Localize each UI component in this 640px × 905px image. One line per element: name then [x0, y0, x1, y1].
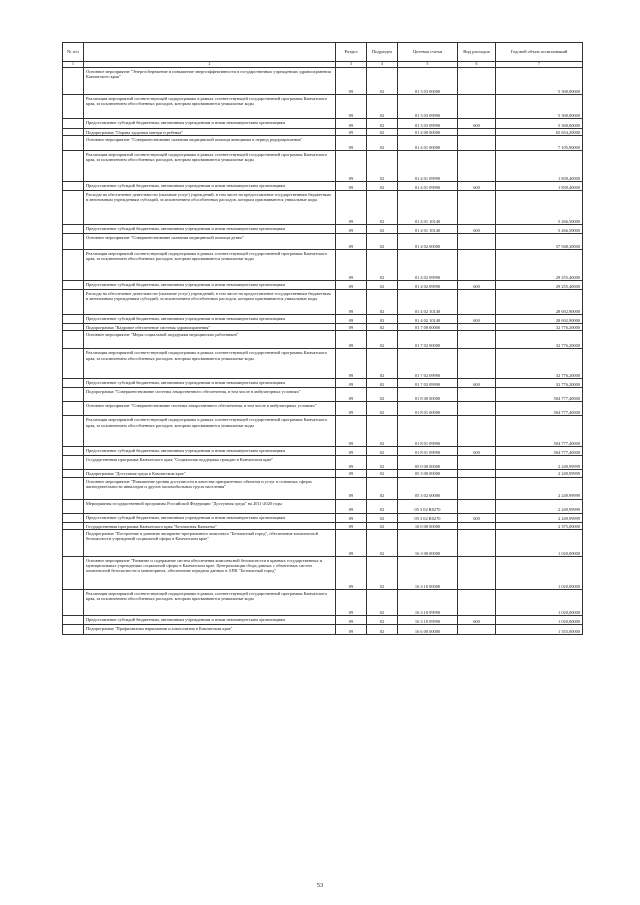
- row-amount-cell: 2 375,00000: [496, 522, 583, 529]
- row-target-cell: 01 4 02 10140: [398, 315, 458, 324]
- row-subsection-cell: 02: [367, 191, 398, 225]
- row-target-cell: 16 3 10 09990: [398, 615, 458, 624]
- row-target-cell: 01 7 02 00000: [398, 331, 458, 349]
- row-num-cell: [63, 349, 84, 379]
- row-expense-type-cell: [458, 470, 496, 477]
- row-subsection-cell: 02: [367, 119, 398, 129]
- row-section-cell: 09: [336, 250, 367, 281]
- row-subsection-cell: 02: [367, 315, 398, 324]
- row-target-cell: 16 0 00 00000: [398, 522, 458, 529]
- row-amount-cell: 65 654,20000: [496, 129, 583, 136]
- row-section-cell: 09: [336, 477, 367, 499]
- table-row: [63, 151, 583, 182]
- row-num-cell: [63, 447, 84, 456]
- table-row: [63, 129, 583, 136]
- header-expense-type: Вид расходов: [458, 43, 496, 62]
- row-subsection-cell: 02: [367, 589, 398, 615]
- row-amount-cell: 1 839,40000: [496, 182, 583, 191]
- table-row: [63, 589, 583, 615]
- row-section-cell: 09: [336, 68, 367, 95]
- table-row: [63, 349, 583, 379]
- row-expense-type-cell: [458, 324, 496, 331]
- row-expense-type-cell: [458, 68, 496, 95]
- row-name-cell: Предоставление субсидий бюджетным, автономным учреждениям и иным некоммерческим организациям: [84, 119, 336, 129]
- row-amount-cell: 29 255,40000: [496, 250, 583, 281]
- table-row: [63, 470, 583, 477]
- row-target-cell: 01 8 00 00000: [398, 388, 458, 402]
- row-amount-cell: 32 776,20000: [496, 331, 583, 349]
- row-expense-type-cell: [458, 290, 496, 315]
- row-subsection-cell: 02: [367, 388, 398, 402]
- row-name-cell: Реализация мероприятий соответствующей подпрограммы в рамках соответствующей государственной программы Камчатского края, за исключением обособленных расходов, которым присваиваются уникальные коды: [84, 349, 336, 379]
- table-row: [63, 331, 583, 349]
- table-row: [63, 234, 583, 250]
- row-amount-cell: 504 777,40000: [496, 402, 583, 416]
- row-expense-type-cell: 600: [458, 379, 496, 388]
- row-amount-cell: 2 249,99999: [496, 499, 583, 513]
- row-target-cell: 01 8 01 09990: [398, 416, 458, 447]
- table-row: [63, 477, 583, 499]
- row-section-cell: 09: [336, 589, 367, 615]
- row-target-cell: 01 4 01 09990: [398, 182, 458, 191]
- row-amount-cell: 32 776,20000: [496, 379, 583, 388]
- row-section-cell: 09: [336, 522, 367, 529]
- row-subsection-cell: 02: [367, 447, 398, 456]
- row-amount-cell: 1 020,00000: [496, 556, 583, 589]
- table-row: [63, 191, 583, 225]
- column-number: 6: [458, 62, 496, 68]
- row-expense-type-cell: [458, 234, 496, 250]
- row-amount-cell: 28 692,90000: [496, 315, 583, 324]
- row-amount-cell: 1 839,40000: [496, 151, 583, 182]
- table-row: [63, 324, 583, 331]
- row-name-cell: Реализация мероприятий соответствующей подпрограммы в рамках соответствующей государственной программы Камчатского края, за исключением обособленных расходов, которым присваиваются уникальные коды: [84, 95, 336, 119]
- row-name-cell: Предоставление субсидий бюджетным, автономным учреждениям и иным некоммерческим организациям: [84, 315, 336, 324]
- row-section-cell: 09: [336, 513, 367, 522]
- row-target-cell: 01 3 03 00000: [398, 68, 458, 95]
- row-expense-type-cell: 600: [458, 615, 496, 624]
- row-target-cell: 01 7 00 00000: [398, 324, 458, 331]
- row-expense-type-cell: 600: [458, 225, 496, 234]
- table-row: [63, 388, 583, 402]
- row-num-cell: [63, 191, 84, 225]
- row-amount-cell: 32 776,20000: [496, 349, 583, 379]
- row-name-cell: Основное мероприятие "Развитие и содержание систем обеспечения комплексной безопасности в краевых государственных и муниципальных учреждениях социальной сферы в Камчатском крае. Централизация сбора данных с объектовых систем комплексной безопасности и мониторинга, обеспечение передачи данных в АПК "Безопасный город": [84, 556, 336, 589]
- row-amount-cell: 1 020,00000: [496, 529, 583, 556]
- row-name-cell: Предоставление субсидий бюджетным, автономным учреждениям и иным некоммерческим организациям: [84, 379, 336, 388]
- table-row: [63, 290, 583, 315]
- row-section-cell: 09: [336, 234, 367, 250]
- table-row: [63, 281, 583, 290]
- table-row: [63, 499, 583, 513]
- row-expense-type-cell: [458, 589, 496, 615]
- header-target: Целевая статья: [398, 43, 458, 62]
- row-expense-type-cell: [458, 388, 496, 402]
- column-number: 1: [63, 62, 84, 68]
- row-expense-type-cell: [458, 191, 496, 225]
- row-section-cell: 09: [336, 95, 367, 119]
- row-expense-type-cell: [458, 456, 496, 470]
- row-num-cell: [63, 477, 84, 499]
- row-num-cell: [63, 225, 84, 234]
- row-num-cell: [63, 119, 84, 129]
- row-section-cell: 09: [336, 529, 367, 556]
- row-name-cell: Основное мероприятие "Совершенствование оказания медицинской помощи женщинам в период родоразрешения": [84, 136, 336, 151]
- column-number: 5: [398, 62, 458, 68]
- table-row: [63, 315, 583, 324]
- row-section-cell: 09: [336, 388, 367, 402]
- row-num-cell: [63, 388, 84, 402]
- row-name-cell: Подпрограмма "Кадровое обеспечение системы здравоохранения": [84, 324, 336, 331]
- row-subsection-cell: 02: [367, 281, 398, 290]
- row-name-cell: Подпрограмма "Совершенствование системы лекарственного обеспечения, в том числе в амбулаторных условиях": [84, 388, 336, 402]
- row-subsection-cell: 02: [367, 182, 398, 191]
- row-amount-cell: 1 020,00000: [496, 615, 583, 624]
- table-row: [63, 624, 583, 634]
- row-name-cell: Подпрограмма "Построение и развитие аппаратно-программного комплекса "Безопасный город", обеспечение комплексной безопасности учреждений социальной сферы в Камчатском крае": [84, 529, 336, 556]
- table-body: [63, 68, 583, 635]
- table-row: [63, 250, 583, 281]
- column-number: 2: [84, 62, 336, 68]
- table-row: [63, 225, 583, 234]
- row-amount-cell: 29 255,40000: [496, 281, 583, 290]
- row-expense-type-cell: [458, 624, 496, 634]
- column-number: 3: [336, 62, 367, 68]
- row-section-cell: 09: [336, 119, 367, 129]
- row-subsection-cell: 02: [367, 529, 398, 556]
- row-num-cell: [63, 250, 84, 281]
- row-num-cell: [63, 324, 84, 331]
- row-section-cell: 09: [336, 129, 367, 136]
- row-subsection-cell: 02: [367, 234, 398, 250]
- row-section-cell: 09: [336, 416, 367, 447]
- header-section: Раздел: [336, 43, 367, 62]
- row-subsection-cell: 02: [367, 513, 398, 522]
- row-amount-cell: 5 266,50000: [496, 191, 583, 225]
- row-amount-cell: 32 776,20000: [496, 324, 583, 331]
- row-target-cell: 16 3 10 09990: [398, 589, 458, 615]
- row-subsection-cell: 02: [367, 624, 398, 634]
- table-row: [63, 522, 583, 529]
- table-row: [63, 136, 583, 151]
- row-section-cell: 09: [336, 470, 367, 477]
- row-expense-type-cell: [458, 95, 496, 119]
- row-subsection-cell: 02: [367, 290, 398, 315]
- row-target-cell: 05 0 00 00000: [398, 456, 458, 470]
- row-num-cell: [63, 624, 84, 634]
- table-row: [63, 416, 583, 447]
- row-subsection-cell: 02: [367, 416, 398, 447]
- page-number: 53: [316, 882, 324, 889]
- row-section-cell: 09: [336, 456, 367, 470]
- row-name-cell: Основное мероприятие "Совершенствование системы лекарственного обеспечения, в том числе в амбулаторных условиях": [84, 402, 336, 416]
- row-expense-type-cell: [458, 129, 496, 136]
- row-subsection-cell: 02: [367, 477, 398, 499]
- row-subsection-cell: 02: [367, 349, 398, 379]
- row-target-cell: 01 4 02 00000: [398, 234, 458, 250]
- row-target-cell: 01 4 02 09990: [398, 250, 458, 281]
- row-amount-cell: 7 105,90000: [496, 136, 583, 151]
- row-subsection-cell: 02: [367, 324, 398, 331]
- row-target-cell: 01 7 02 09990: [398, 349, 458, 379]
- table-row: [63, 529, 583, 556]
- row-name-cell: Государственная программа Камчатского края "Социальная поддержка граждан в Камчатском крае": [84, 456, 336, 470]
- row-target-cell: 01 7 02 09990: [398, 379, 458, 388]
- row-num-cell: [63, 529, 84, 556]
- row-subsection-cell: 02: [367, 250, 398, 281]
- row-amount-cell: 2 249,99999: [496, 470, 583, 477]
- row-name-cell: Реализация мероприятий соответствующей подпрограммы в рамках соответствующей государственной программы Камчатского края, за исключением обособленных расходов, которым присваиваются уникальные коды: [84, 416, 336, 447]
- table-row: [63, 379, 583, 388]
- row-subsection-cell: 02: [367, 556, 398, 589]
- row-target-cell: 01 4 01 10140: [398, 225, 458, 234]
- row-section-cell: 09: [336, 349, 367, 379]
- header-num: № п/п: [63, 43, 84, 62]
- row-subsection-cell: 02: [367, 136, 398, 151]
- row-num-cell: [63, 151, 84, 182]
- table-row: [63, 119, 583, 129]
- row-section-cell: 09: [336, 225, 367, 234]
- row-num-cell: [63, 513, 84, 522]
- row-name-cell: Реализация мероприятий соответствующей подпрограммы в рамках соответствующей государственной программы Камчатского края, за исключением обособленных расходов, которым присваиваются уникальные коды: [84, 151, 336, 182]
- row-subsection-cell: 02: [367, 499, 398, 513]
- row-name-cell: Основное мероприятие "Меры социальной поддержки медицинских работников": [84, 331, 336, 349]
- row-num-cell: [63, 402, 84, 416]
- row-name-cell: Основное мероприятие "Повышение уровня доступности и качества приоритетных объектов и услуг в основных сферах жизнедеятельности инвалидов и других маломобильных групп населения": [84, 477, 336, 499]
- row-expense-type-cell: [458, 556, 496, 589]
- row-expense-type-cell: [458, 331, 496, 349]
- table-header-row: [63, 43, 583, 62]
- row-expense-type-cell: 600: [458, 119, 496, 129]
- row-section-cell: 09: [336, 290, 367, 315]
- row-expense-type-cell: [458, 349, 496, 379]
- row-target-cell: 01 8 01 00000: [398, 402, 458, 416]
- row-subsection-cell: 02: [367, 379, 398, 388]
- row-num-cell: [63, 281, 84, 290]
- row-target-cell: 16 6 00 00000: [398, 624, 458, 634]
- row-section-cell: 09: [336, 624, 367, 634]
- row-expense-type-cell: [458, 151, 496, 182]
- row-amount-cell: 28 692,90000: [496, 290, 583, 315]
- row-num-cell: [63, 68, 84, 95]
- table-row: [63, 182, 583, 191]
- row-num-cell: [63, 182, 84, 191]
- budget-table-sheet: [62, 42, 582, 635]
- row-target-cell: 01 3 03 09990: [398, 119, 458, 129]
- row-target-cell: 05 3 02 R0270: [398, 499, 458, 513]
- row-expense-type-cell: [458, 529, 496, 556]
- row-section-cell: 09: [336, 182, 367, 191]
- row-target-cell: 16 3 00 00000: [398, 529, 458, 556]
- row-subsection-cell: 02: [367, 95, 398, 119]
- table-row: [63, 556, 583, 589]
- row-amount-cell: 504 777,40000: [496, 416, 583, 447]
- row-name-cell: Предоставление субсидий бюджетным, автономным учреждениям и иным некоммерческим организациям: [84, 447, 336, 456]
- row-num-cell: [63, 234, 84, 250]
- row-subsection-cell: 02: [367, 151, 398, 182]
- row-target-cell: 05 3 02 00000: [398, 477, 458, 499]
- row-expense-type-cell: [458, 416, 496, 447]
- row-subsection-cell: 02: [367, 402, 398, 416]
- row-expense-type-cell: 600: [458, 182, 496, 191]
- row-target-cell: 05 3 02 R0270: [398, 513, 458, 522]
- row-section-cell: 09: [336, 315, 367, 324]
- row-section-cell: 09: [336, 615, 367, 624]
- row-target-cell: 01 4 01 09990: [398, 151, 458, 182]
- row-amount-cell: 5 300,00000: [496, 119, 583, 129]
- row-amount-cell: 5 300,00000: [496, 68, 583, 95]
- header-subsection: Подраздел: [367, 43, 398, 62]
- row-expense-type-cell: [458, 136, 496, 151]
- row-name-cell: Предоставление субсидий бюджетным, автономным учреждениям и иным некоммерческим организациям: [84, 225, 336, 234]
- row-name-cell: Предоставление субсидий бюджетным, автономным учреждениям и иным некоммерческим организациям: [84, 182, 336, 191]
- row-num-cell: [63, 95, 84, 119]
- column-number: 4: [367, 62, 398, 68]
- table-row: [63, 402, 583, 416]
- row-name-cell: Расходы на обеспечение деятельности (оказание услуг) учреждений, в том числе на предоставление государственным бюджетным и автономным учреждениям субсидий, за исключением обособленных расходов, которым присваиваются уникальные коды: [84, 290, 336, 315]
- row-expense-type-cell: 600: [458, 315, 496, 324]
- row-amount-cell: 504 777,40000: [496, 388, 583, 402]
- row-subsection-cell: 02: [367, 522, 398, 529]
- row-section-cell: 09: [336, 499, 367, 513]
- table-row: [63, 95, 583, 119]
- row-amount-cell: 1 020,00000: [496, 589, 583, 615]
- row-name-cell: Реализация мероприятий соответствующей подпрограммы в рамках соответствующей государственной программы Камчатского края, за исключением обособленных расходов, которым присваиваются уникальные коды: [84, 250, 336, 281]
- row-subsection-cell: 02: [367, 225, 398, 234]
- table-row: [63, 513, 583, 522]
- table-row: [63, 68, 583, 95]
- row-section-cell: 09: [336, 331, 367, 349]
- row-amount-cell: 2 249,99999: [496, 477, 583, 499]
- row-name-cell: Предоставление субсидий бюджетным, автономным учреждениям и иным некоммерческим организациям: [84, 513, 336, 522]
- row-num-cell: [63, 556, 84, 589]
- row-section-cell: 09: [336, 402, 367, 416]
- row-name-cell: Подпрограмма "Доступная среда в Камчатском крае": [84, 470, 336, 477]
- row-section-cell: 09: [336, 191, 367, 225]
- row-name-cell: Мероприятия государственной программы Российской Федерации "Доступная среда" на 2011-2020 годы: [84, 499, 336, 513]
- row-num-cell: [63, 470, 84, 477]
- row-amount-cell: 57 948,30000: [496, 234, 583, 250]
- column-number: 7: [496, 62, 583, 68]
- row-name-cell: Расходы на обеспечение деятельности (оказание услуг) учреждений, в том числе на предоставление государственным бюджетным и автономным учреждениям субсидий, за исключением обособленных расходов, которым присваиваются уникальные коды: [84, 191, 336, 225]
- row-num-cell: [63, 331, 84, 349]
- row-num-cell: [63, 315, 84, 324]
- row-name-cell: Основное мероприятие "Совершенствование оказания медицинской помощи детям": [84, 234, 336, 250]
- row-num-cell: [63, 129, 84, 136]
- row-subsection-cell: 02: [367, 615, 398, 624]
- row-num-cell: [63, 522, 84, 529]
- row-num-cell: [63, 416, 84, 447]
- row-name-cell: Предоставление субсидий бюджетным, автономным учреждениям и иным некоммерческим организациям: [84, 281, 336, 290]
- header-amount: Годовой объем ассигнований: [496, 43, 583, 62]
- row-target-cell: 01 8 01 09990: [398, 447, 458, 456]
- row-name-cell: Подпрограмма "Охрана здоровья матери и ребенка": [84, 129, 336, 136]
- row-target-cell: 05 3 00 00000: [398, 470, 458, 477]
- row-target-cell: 16 3 10 00000: [398, 556, 458, 589]
- row-section-cell: 09: [336, 136, 367, 151]
- row-section-cell: 09: [336, 324, 367, 331]
- row-amount-cell: 2 249,99999: [496, 513, 583, 522]
- row-expense-type-cell: [458, 499, 496, 513]
- table-row: [63, 615, 583, 624]
- row-expense-type-cell: [458, 477, 496, 499]
- row-section-cell: 09: [336, 281, 367, 290]
- row-section-cell: 09: [336, 556, 367, 589]
- row-expense-type-cell: [458, 522, 496, 529]
- row-target-cell: 01 3 03 09990: [398, 95, 458, 119]
- row-target-cell: 01 4 02 10140: [398, 290, 458, 315]
- row-num-cell: [63, 379, 84, 388]
- row-num-cell: [63, 615, 84, 624]
- row-amount-cell: 1 355,00000: [496, 624, 583, 634]
- row-target-cell: 01 4 00 00000: [398, 129, 458, 136]
- row-amount-cell: 5 300,00000: [496, 95, 583, 119]
- budget-table: [62, 42, 583, 635]
- row-num-cell: [63, 456, 84, 470]
- row-num-cell: [63, 290, 84, 315]
- row-expense-type-cell: 600: [458, 447, 496, 456]
- row-subsection-cell: 02: [367, 331, 398, 349]
- row-num-cell: [63, 136, 84, 151]
- row-name-cell: Основное мероприятие "Энергосбережение и повышение энергоэффективности в государственных учреждениях здравоохранения Камчатского края": [84, 68, 336, 95]
- row-amount-cell: 2 249,99999: [496, 456, 583, 470]
- row-name-cell: Реализация мероприятий соответствующей подпрограммы в рамках соответствующей государственной программы Камчатского края, за исключением обособленных расходов, которым присваиваются уникальные коды: [84, 589, 336, 615]
- row-expense-type-cell: 600: [458, 281, 496, 290]
- row-subsection-cell: 02: [367, 470, 398, 477]
- row-amount-cell: 5 266,50000: [496, 225, 583, 234]
- row-subsection-cell: 02: [367, 456, 398, 470]
- row-subsection-cell: 02: [367, 68, 398, 95]
- row-expense-type-cell: [458, 250, 496, 281]
- row-section-cell: 09: [336, 379, 367, 388]
- row-expense-type-cell: 600: [458, 513, 496, 522]
- row-subsection-cell: 02: [367, 129, 398, 136]
- row-num-cell: [63, 589, 84, 615]
- row-target-cell: 01 4 02 09990: [398, 281, 458, 290]
- row-num-cell: [63, 499, 84, 513]
- row-expense-type-cell: [458, 402, 496, 416]
- row-amount-cell: 504 777,40000: [496, 447, 583, 456]
- row-name-cell: Государственная программа Камчатского края "Безопасная Камчатка": [84, 522, 336, 529]
- row-target-cell: 01 4 01 10140: [398, 191, 458, 225]
- table-row: [63, 447, 583, 456]
- table-row: [63, 456, 583, 470]
- row-section-cell: 09: [336, 447, 367, 456]
- header-name: [84, 43, 336, 62]
- row-section-cell: 09: [336, 151, 367, 182]
- row-name-cell: Подпрограмма "Профилактика наркомании и алкоголизма в Камчатском крае": [84, 624, 336, 634]
- row-target-cell: 01 4 01 00000: [398, 136, 458, 151]
- row-name-cell: Предоставление субсидий бюджетным, автономным учреждениям и иным некоммерческим организациям: [84, 615, 336, 624]
